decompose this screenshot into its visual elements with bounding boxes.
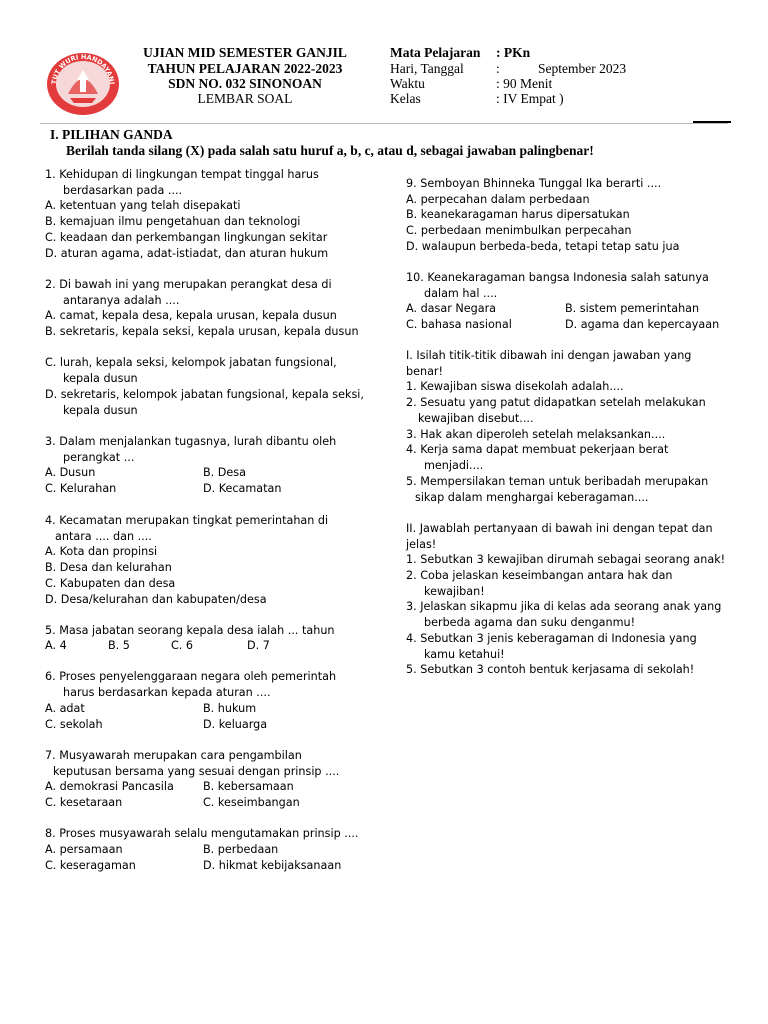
question-4-text: 4. Kecamatan merupakan tingkat pemerintahan di <box>45 514 329 527</box>
exam-title: UJIAN MID SEMESTER GANJIL <box>143 45 347 60</box>
question-1-option-d: D. aturan agama, adat-istiadat, dan aturan hukum <box>45 247 329 260</box>
class-label: Kelas <box>390 91 421 106</box>
question-4-option-d: D. Desa/kelurahan dan kabupaten/desa <box>45 593 267 606</box>
essay-4: 4. Sebutkan 3 jenis keberagaman di Indonesia yang <box>406 632 697 645</box>
header-divider <box>40 123 728 124</box>
question-7-text: 7. Musyawarah merupakan cara pengambilan <box>45 749 302 762</box>
essay-4-cont: kamu ketahui! <box>424 648 505 661</box>
question-9-option-d: D. walaupun berbeda-beda, tetapi tetap satu jua <box>406 240 680 253</box>
question-8-option-b: B. perbedaan <box>203 843 279 856</box>
question-7-option-b: B. kebersamaan <box>203 780 294 793</box>
subject-label: Mata Pelajaran <box>390 45 481 60</box>
question-6-option-d: D. keluarga <box>203 718 268 731</box>
svg-text:TUT WURI HANDAYANI: TUT WURI HANDAYANI <box>50 52 116 85</box>
question-8-text: 8. Proses musyawarah selalu mengutamakan prinsip .... <box>45 827 359 840</box>
question-10-option-a: A. dasar Negara <box>406 302 497 315</box>
question-10-option-c: C. bahasa nasional <box>406 318 512 331</box>
fill-in-4-cont: menjadi.... <box>424 459 484 472</box>
essay-2: 2. Coba jelaskan keseimbangan antara hak dan <box>406 569 673 582</box>
essay-5: 5. Sebutkan 3 contoh bentuk kerjasama di sekolah! <box>406 663 695 676</box>
question-1-text: 1. Kehidupan di lingkungan tempat tinggal harus <box>45 168 319 181</box>
question-10-option-d: D. agama dan kepercayaan <box>565 318 720 331</box>
question-3-text-cont: perangkat ... <box>63 451 135 464</box>
question-7-option-c: C. kesetaraan <box>45 796 123 809</box>
question-2-option-d-cont: kepala dusun <box>63 404 138 417</box>
question-8-option-d: D. hikmat kebijaksanaan <box>203 859 342 872</box>
question-5-option-a: A. 4 <box>45 639 67 652</box>
fill-in-5-cont: sikap dalam menghargai keberagaman.... <box>415 491 649 504</box>
question-2-option-b: B. sekretaris, kepala seksi, kepala urusan, kepala dusun <box>45 325 359 338</box>
question-2-option-c: C. lurah, kepala seksi, kelompok jabatan fungsional, <box>45 356 337 369</box>
section-title-multiple-choice: I. PILIHAN GANDA <box>50 127 173 142</box>
essay-3: 3. Jelaskan sikapmu jika di kelas ada seorang anak yang <box>406 600 722 613</box>
question-5-text: 5. Masa jabatan seorang kepala desa ialah ... tahun <box>45 624 335 637</box>
question-4-option-a: A. Kota dan propinsi <box>45 545 158 558</box>
question-10-text: 10. Keanekaragaman bangsa Indonesia salah satunya <box>406 271 709 284</box>
question-3-text: 3. Dalam menjalankan tugasnya, lurah dibantu oleh <box>45 435 337 448</box>
question-6-option-c: C. sekolah <box>45 718 103 731</box>
question-1-option-b: B. kemajuan ilmu pengetahuan dan teknologi <box>45 215 301 228</box>
question-2-text: 2. Di bawah ini yang merupakan perangkat desa di <box>45 278 332 291</box>
question-2-text-cont: antaranya adalah .... <box>63 294 180 307</box>
question-10-text-cont: dalam hal .... <box>424 287 498 300</box>
question-9-option-c: C. perbedaan menimbulkan perpecahan <box>406 224 632 237</box>
question-5-option-b: B. 5 <box>108 639 130 652</box>
class-value: : IV Empat ) <box>496 91 564 106</box>
question-2-option-a: A. camat, kepala desa, kepala urusan, kepala dusun <box>45 309 337 322</box>
question-7-option-d: C. keseimbangan <box>203 796 300 809</box>
question-10-option-b: B. sistem pemerintahan <box>565 302 700 315</box>
question-9-text: 9. Semboyan Bhinneka Tunggal Ika berarti .... <box>406 177 662 190</box>
header-rule-mark <box>693 121 731 123</box>
essay-1: 1. Sebutkan 3 kewajiban dirumah sebagai seorang anak! <box>406 553 726 566</box>
question-3-option-a: A. Dusun <box>45 466 96 479</box>
question-8-option-a: A. persamaan <box>45 843 123 856</box>
question-9-option-b: B. keanekaragaman harus dipersatukan <box>406 208 630 221</box>
date-value: September 2023 <box>538 61 627 76</box>
fill-in-section-title: I. Isilah titik-titik dibawah ini dengan jawaban yang <box>406 349 692 362</box>
question-4-text-cont: antara .... dan .... <box>55 530 152 543</box>
question-4-option-c: C. Kabupaten dan desa <box>45 577 176 590</box>
question-9-option-a: A. perpecahan dalam perbedaan <box>406 193 590 206</box>
fill-in-2-cont: kewajiban disebut.... <box>418 412 534 425</box>
fill-in-section-title-cont: benar! <box>406 365 444 378</box>
question-8-option-c: C. keseragaman <box>45 859 136 872</box>
question-3-option-c: C. Kelurahan <box>45 482 117 495</box>
time-value: : 90 Menit <box>496 76 553 91</box>
date-label: Hari, Tanggal <box>390 61 464 76</box>
time-label: Waktu <box>390 76 425 91</box>
question-4-option-b: B. Desa dan kelurahan <box>45 561 172 574</box>
question-2-option-d: D. sekretaris, kelompok jabatan fungsional, kepala seksi, <box>45 388 364 401</box>
question-6-text-cont: harus berdasarkan kepada aturan .... <box>63 686 271 699</box>
question-1-option-c: C. keadaan dan perkembangan lingkungan sekitar <box>45 231 328 244</box>
essay-section-title-cont: jelas! <box>406 538 437 551</box>
essay-section-title: II. Jawablah pertanyaan di bawah ini dengan tepat dan <box>406 522 713 535</box>
question-2-option-c-cont: kepala dusun <box>63 372 138 385</box>
tut-wuri-handayani-logo <box>44 50 122 116</box>
question-6-option-b: B. hukum <box>203 702 257 715</box>
question-6-option-a: A. adat <box>45 702 85 715</box>
sheet-label: LEMBAR SOAL <box>197 91 293 106</box>
fill-in-5: 5. Mempersilakan teman untuk beribadah merupakan <box>406 475 709 488</box>
question-3-option-d: D. Kecamatan <box>203 482 282 495</box>
question-7-text-cont: keputusan bersama yang sesuai dengan prinsip .... <box>53 765 340 778</box>
question-5-option-d: D. 7 <box>247 639 270 652</box>
section-instruction: Berilah tanda silang (X) pada salah satu huruf a, b, c, atau d, sebagai jawaban palingbenar! <box>66 143 594 158</box>
question-6-text: 6. Proses penyelenggaraan negara oleh pemerintah <box>45 670 337 683</box>
question-3-option-b: B. Desa <box>203 466 246 479</box>
school-name: SDN NO. 032 SINONOAN <box>168 76 322 91</box>
essay-3-cont: berbeda agama dan suku denganmu! <box>424 616 636 629</box>
question-1-option-a: A. ketentuan yang telah disepakati <box>45 199 241 212</box>
subject-value: : PKn <box>496 45 531 60</box>
date-colon: : <box>496 61 500 76</box>
question-1-text-cont: berdasarkan pada .... <box>63 184 183 197</box>
question-7-option-a: A. demokrasi Pancasila <box>45 780 174 793</box>
academic-year: TAHUN PELAJARAN 2022-2023 <box>147 61 343 76</box>
fill-in-2: 2. Sesuatu yang patut didapatkan setelah melakukan <box>406 396 706 409</box>
fill-in-3: 3. Hak akan diperoleh setelah melaksankan.... <box>406 428 666 441</box>
fill-in-4: 4. Kerja sama dapat membuat pekerjaan berat <box>406 443 669 456</box>
question-5-option-c: C. 6 <box>171 639 194 652</box>
fill-in-1: 1. Kewajiban siswa disekolah adalah.... <box>406 380 624 393</box>
essay-2-cont: kewajiban! <box>424 585 485 598</box>
